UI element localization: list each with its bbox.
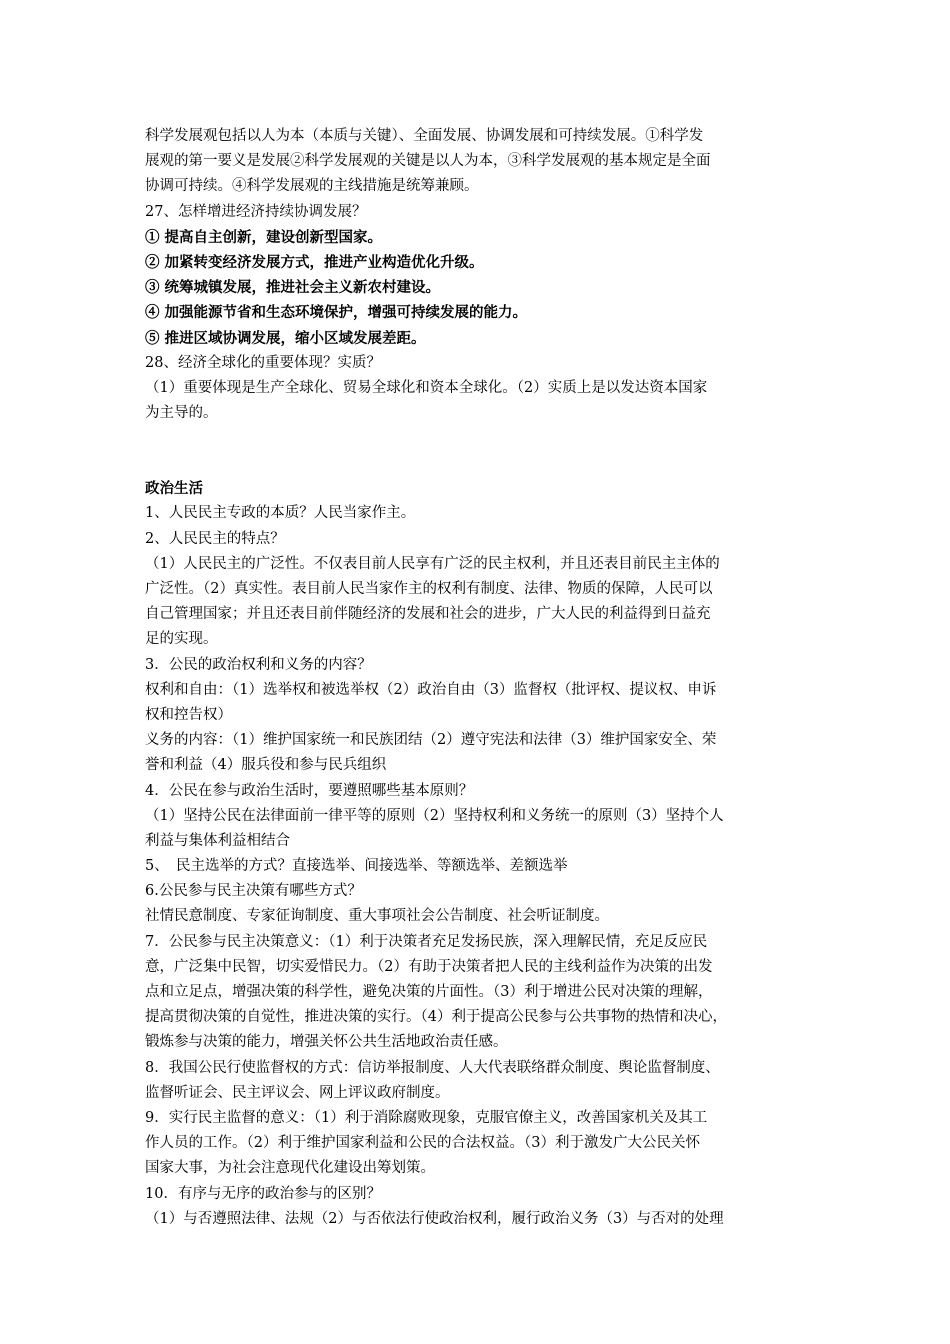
measure-item: ② 加紧转变经济发展方式，推进产业构造优化升级。 (145, 253, 484, 271)
text-line: 6.公民参与民主决策有哪些方式？ (145, 883, 362, 900)
text-line: 利益与集体利益相结合 (145, 832, 290, 849)
text-line: （1）重要体现是生产全球化、贸易全球化和资本全球化。（2）实质上是以发达资本国家 (145, 379, 708, 396)
text-line: 社情民意制度、专家征询制度、重大事项社会公告制度、社会听证制度。 (145, 908, 609, 925)
section-title: 政治生活 (145, 480, 203, 498)
text-line: 足的实现。 (145, 631, 218, 648)
text-line: 5、 民主选举的方式？直接选举、间接选举、等额选举、差额选举 (145, 858, 568, 875)
text-line: 自己管理国家；并且还表目前伴随经济的发展和社会的进步，广大人民的利益得到日益充 (145, 606, 711, 623)
text-line: 国家大事，为社会注意现代化建设出筹划策。 (145, 1160, 435, 1177)
text-line: 8．我国公民行使监督权的方式：信访举报制度、人大代表联络群众制度、舆论监督制度、 (145, 1059, 720, 1076)
text-line: 27、怎样增进经济持续协调发展？ (145, 203, 367, 220)
text-line: 监督听证会、民主评议会、网上评议政府制度。 (145, 1084, 450, 1101)
text-line: 9．实行民主监督的意义：（1）利于消除腐败现象，克服官僚主义，改善国家机关及其工 (145, 1109, 708, 1126)
text-line: 7．公民参与民主决策意义：（1）利于决策者充足发扬民族，深入理解民情，充足反应民 (145, 933, 708, 950)
text-line: 权和控告权） (145, 706, 232, 723)
text-line: 10．有序与无序的政治参与的区别？ (145, 1185, 381, 1202)
text-line: 广泛性。（2）真实性。表目前人民当家作主的权利有制度、法律、物质的保障，人民可以 (145, 581, 713, 597)
text-line: （1）与否遵照法律、法规（2）与否依法行使政治权利，履行政治义务（3）与否对的处理 (145, 1210, 724, 1227)
text-line: （1）坚持公民在法律面前一律平等的原则（2）坚持权利和义务统一的原则（3）坚持个人 (145, 807, 724, 824)
text-line: 作人员的工作。（2）利于维护国家利益和公民的合法权益。（3）利于激发广大公民关怀 (145, 1135, 700, 1152)
politics-section (145, 501, 825, 1231)
document-body (145, 124, 825, 1232)
text-line: 意，广泛集中民智，切实爱惜民力。（2）有助于决策者把人民的主线利益作为决策的出发 (145, 958, 713, 975)
text-line: 义务的内容：（1）维护国家统一和民族团结（2）遵守宪法和法律（3）维护国家安全、荣 (145, 732, 717, 749)
text-line: 权利和自由：（1）选举权和被选举权（2）政治自由（3）监督权（批评权、提议权、申诉 (145, 681, 717, 698)
text-line: 3．公民的政治权利和义务的内容？ (145, 656, 372, 673)
text-line: 点和立足点，增强决策的科学性，避免决策的片面性。（3）利于增进公民对决策的理解， (145, 984, 713, 1000)
text-line: 提高贯彻决策的自觉性，推进决策的实行。（4）利于提高公民参与公共事物的热情和决心， (145, 1009, 727, 1026)
text-line: （1）人民民主的广泛性。不仅表目前人民享有广泛的民主权利，并且还表目前民主主体的 (145, 555, 720, 572)
text-line: 誉和利益（4）服兵役和参与民兵组织 (145, 757, 387, 774)
measure-item: ⑤ 推进区域协调发展，缩小区域发展差距。 (145, 329, 426, 347)
text-line: 科学发展观包括以人为本（本质与关键）、全面发展、协调发展和可持续发展。①科学发 (145, 128, 704, 144)
text-line: 4．公民在参与政治生活时，要遵照哪些基本原则？ (145, 782, 474, 799)
text-line: 协调可持续。④科学发展观的主线措施是统筹兼顾。 (145, 178, 479, 195)
text-line: 为主导的。 (145, 405, 218, 422)
text-line: 展观的第一要义是发展②科学发展观的关键是以人为本，③科学发展观的基本规定是全面 (145, 153, 711, 170)
text-line: 2、人民民主的特点？ (145, 530, 285, 547)
text-line: 1、人民民主专政的本质？人民当家作主。 (145, 505, 416, 522)
text-line: 28、经济全球化的重要体现？实质？ (145, 354, 381, 371)
economics-section (145, 124, 825, 426)
section-spacer (145, 426, 825, 476)
measure-item: ① 提高自主创新，建设创新型国家。 (145, 228, 383, 246)
measure-item: ④ 加强能源节省和生态环境保护，增强可持续发展的能力。 (145, 304, 528, 322)
measure-item: ③ 统筹城镇发展，推进社会主义新农村建设。 (145, 279, 441, 297)
text-line: 锻炼参与决策的能力，增强关怀公共生活地政治责任感。 (145, 1034, 508, 1051)
